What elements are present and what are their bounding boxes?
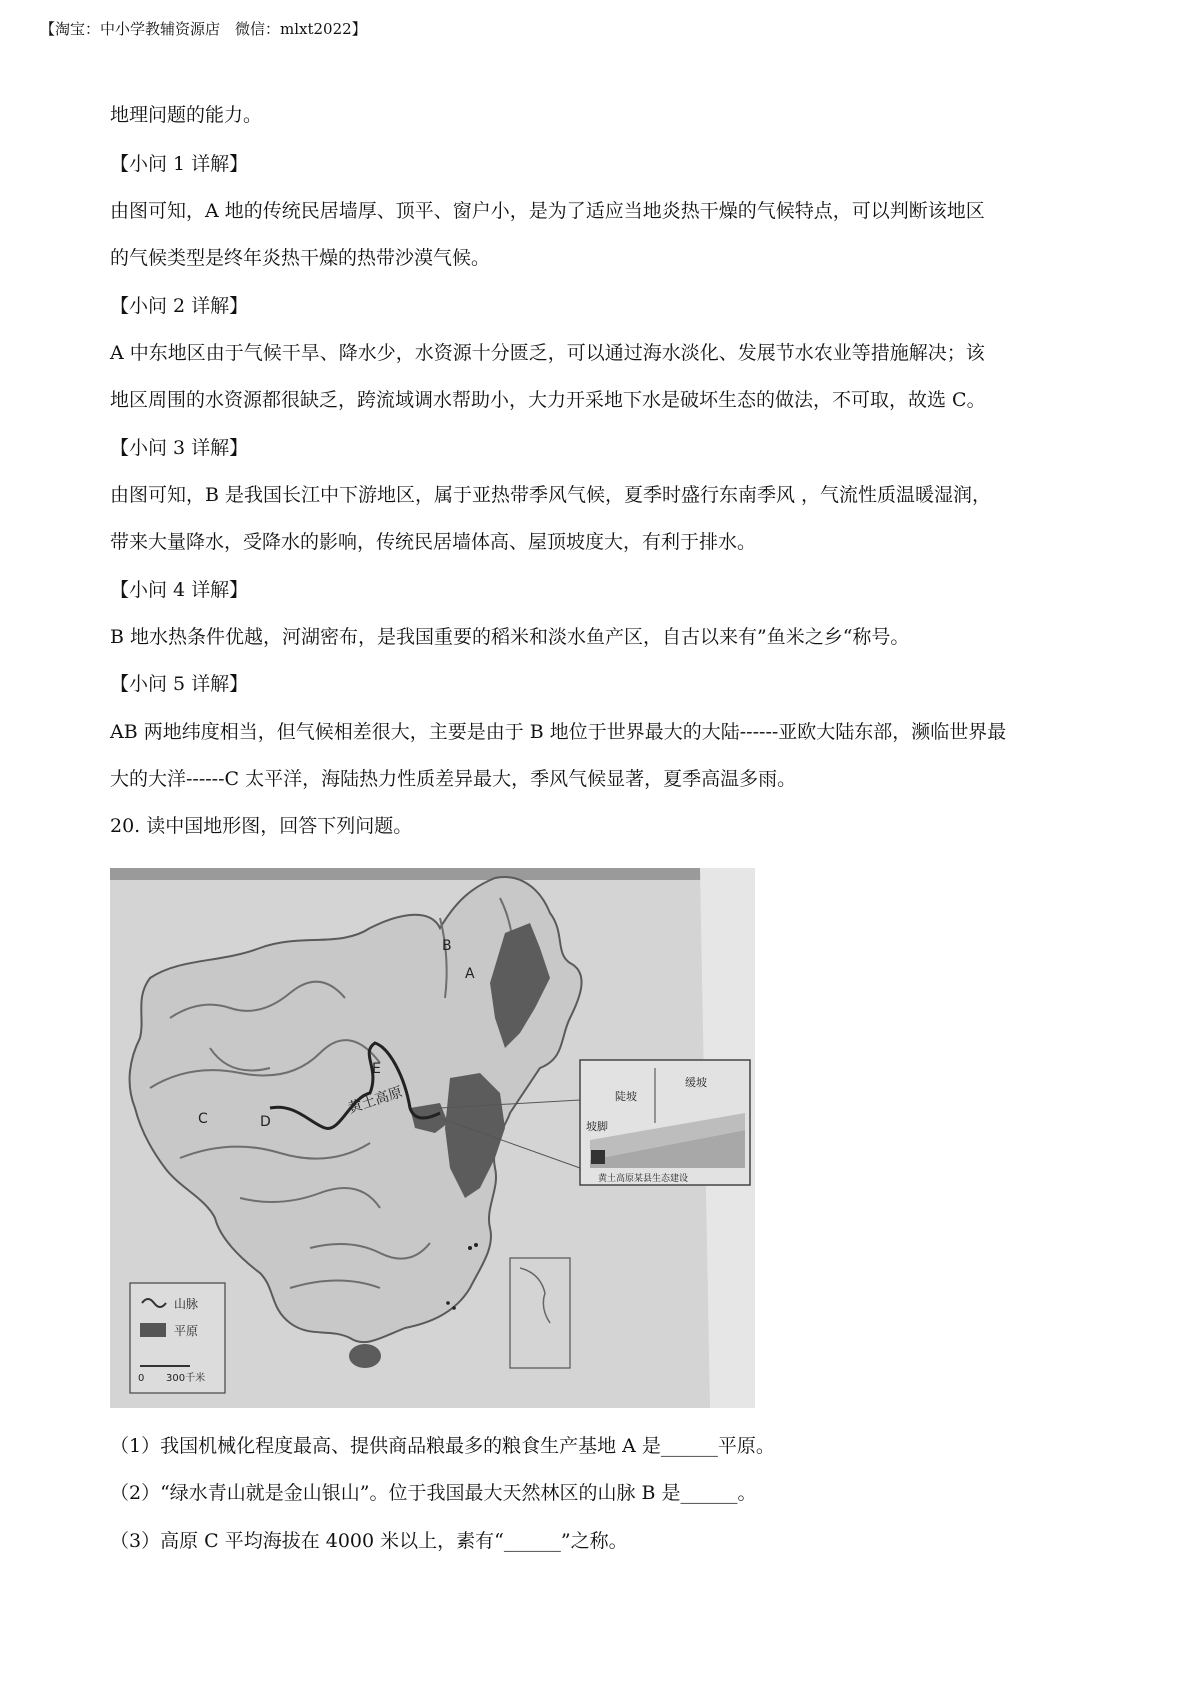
text-line: 由图可知，A 地的传统民居墙厚、顶平、窗户小，是为了适应当地炎热干燥的气候特点，可以判断该地区: [110, 200, 985, 222]
china-terrain-map: [110, 868, 755, 1408]
watermark-header: 【淘宝：中小学教辅资源店 微信：mlxt2022】: [40, 20, 367, 38]
section-heading: 【小问 2 详解】: [110, 295, 249, 317]
map-label-a: A: [465, 966, 475, 982]
section-heading: 【小问 4 详解】: [110, 579, 249, 601]
inset-label-foot: 坡脚: [586, 1120, 608, 1133]
map-label-e: E: [372, 1061, 381, 1077]
legend-plain-label: 平原: [174, 1324, 199, 1338]
map-label-d: D: [260, 1114, 271, 1130]
map-label-loess-plateau: 黄土高原: [346, 1084, 405, 1117]
inset-label-gentle-slope: 缓坡: [685, 1076, 707, 1089]
text-line: 带来大量降水，受降水的影响，传统民居墙体高、屋顶坡度大，有利于排水。: [110, 531, 757, 553]
text-line: 地区周围的水资源都很缺乏，跨流域调水帮助小，大力开采地下水是破坏生态的做法，不可取，故选 C。: [110, 389, 986, 411]
section-heading: 【小问 1 详解】: [110, 153, 249, 175]
legend-scale-distance: 300千米: [166, 1373, 206, 1384]
map-legend: [130, 1283, 225, 1393]
inset-label-steep-slope: 陡坡: [615, 1090, 637, 1103]
text-line: A 中东地区由于气候干旱、降水少，水资源十分匮乏，可以通过海水淡化、发展节水农业等措施解决；该: [110, 342, 985, 364]
section-heading: 【小问 3 详解】: [110, 437, 249, 459]
inset-caption: 黄土高原某县生态建设: [598, 1174, 689, 1184]
question-item: （3）高原 C 平均海拔在 4000 米以上，素有“______”之称。: [110, 1530, 628, 1552]
question-item: （1）我国机械化程度最高、提供商品粮最多的粮食生产基地 A 是______平原。: [110, 1435, 775, 1457]
question-title: 20. 读中国地形图，回答下列问题。: [110, 815, 413, 837]
legend-mountain-label: 山脉: [174, 1297, 199, 1311]
map-label-c: C: [198, 1111, 208, 1127]
text-line: 大的大洋------C 太平洋，海陆热力性质差异最大，季风气候显著，夏季高温多雨。: [110, 768, 797, 790]
loess-plateau-inset: [580, 1060, 750, 1185]
question-item: （2）“绿水青山就是金山银山”。位于我国最大天然林区的山脉 B 是______。: [110, 1482, 757, 1504]
section-heading: 【小问 5 详解】: [110, 673, 249, 695]
text-line: 的气候类型是终年炎热干燥的热带沙漠气候。: [110, 247, 491, 269]
text-line: 地理问题的能力。: [110, 104, 263, 126]
text-line: 由图可知，B 是我国长江中下游地区，属于亚热带季风气候，夏季时盛行东南季风 ，气流性质温暖湿润，: [110, 484, 992, 506]
text-line: AB 两地纬度相当，但气候相差很大，主要是由于 B 地位于世界最大的大陆------亚欧大陆东部，濒临世界最: [110, 721, 1007, 743]
hainan-island: [349, 1344, 381, 1368]
legend-plain-icon: [140, 1323, 166, 1337]
legend-scale-zero: 0: [138, 1373, 145, 1384]
map-label-b: B: [442, 938, 452, 954]
text-line: B 地水热条件优越，河湖密布，是我国重要的稻米和淡水鱼产区，自古以来有”鱼米之乡“称号。: [110, 626, 910, 648]
